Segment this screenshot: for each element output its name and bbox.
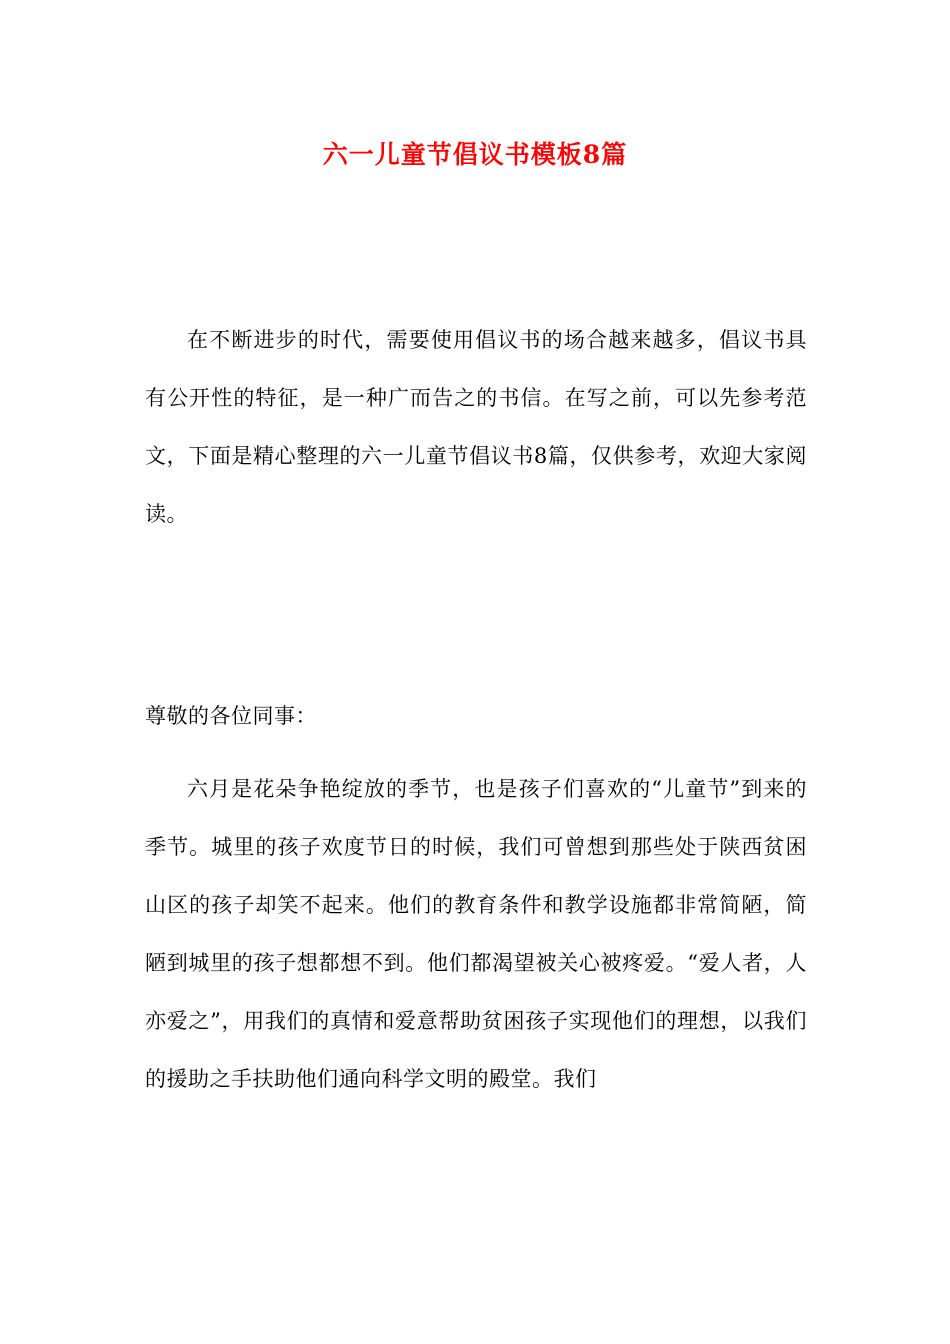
body-paragraph: 六月是花朵争艳绽放的季节，也是孩子们喜欢的“儿童节”到来的季节。城里的孩子欢度节日的时候，我们可曾想到那些处于陕西贫困山区的孩子却笑不起来。他们的教育条件和教学设施都非常简陋，简陋到城里的孩子想都想不到。他们都渴望被关心被疼爱。“爱人者，人亦爱之”，用我们的真情和爱意帮助贫困孩子实现他们的理想，以我们的援助之手扶助他们通向科学文明的殿堂。我们 bbox=[145, 777, 807, 1091]
intro-paragraph: 在不断进步的时代，需要使用倡议书的场合越来越多，倡议书具有公开性的特征，是一种广而告之的书信。在写之前，可以先参考范文，下面是精心整理的六一儿童节倡议书8篇，仅供参考，欢迎大家阅读。 bbox=[145, 328, 807, 526]
greeting-line: 尊敬的各位同事： bbox=[145, 704, 317, 728]
document-title: 六一儿童节倡议书模板8篇 bbox=[322, 140, 628, 169]
